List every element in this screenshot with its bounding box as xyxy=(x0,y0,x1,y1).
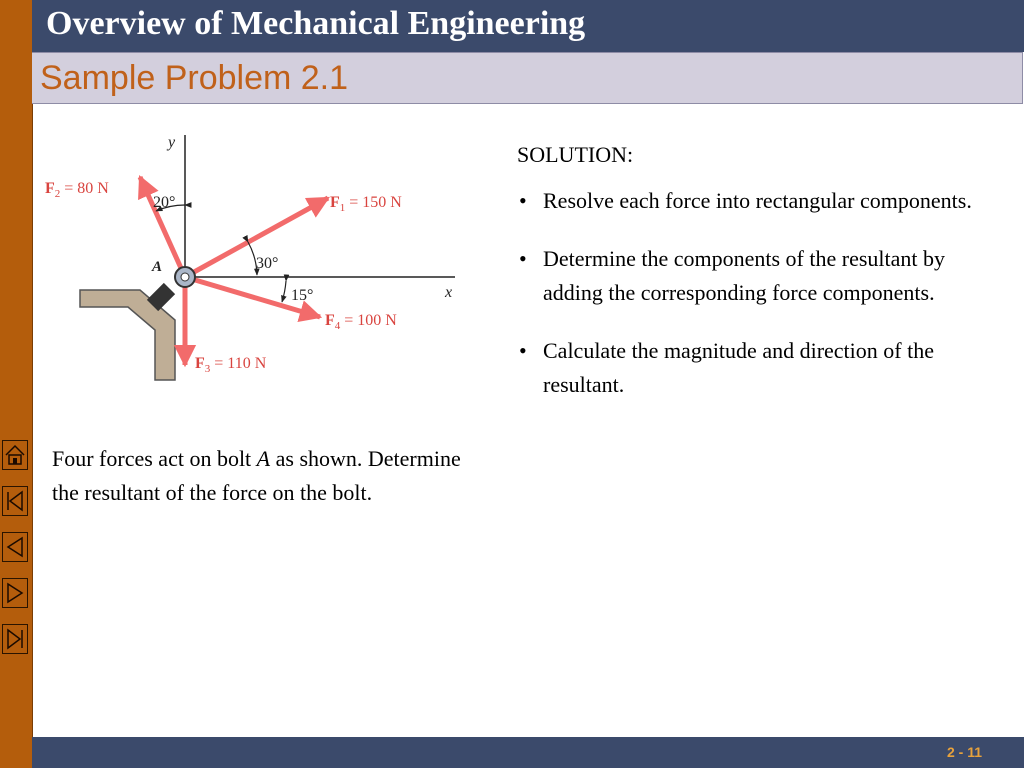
angle-label-f2: 20° xyxy=(153,194,176,211)
home-icon xyxy=(3,441,27,469)
solution-step-3: • Calculate the magnitude and direction of the resultant. xyxy=(517,334,997,402)
previous-slide-button[interactable] xyxy=(2,532,28,562)
title-bar xyxy=(32,0,1024,52)
last-slide-button[interactable] xyxy=(2,624,28,654)
solution-heading: SOLUTION: xyxy=(517,142,634,167)
force-f3-label: $F_3 = 110$ N xyxy=(195,355,267,375)
subtitle-bar xyxy=(32,52,1023,104)
last-slide-icon xyxy=(3,625,27,653)
solution-step-1: • Resolve each force into rectangular components. xyxy=(517,184,997,218)
first-slide-icon xyxy=(3,487,27,515)
next-slide-button[interactable] xyxy=(2,578,28,608)
footer-bar xyxy=(32,737,1024,768)
y-axis-label: y xyxy=(168,134,176,151)
solution-block xyxy=(517,138,997,426)
problem-text-end: as shown. Determine the resultant of the force on the bolt. xyxy=(52,446,461,505)
force-diagram xyxy=(40,125,470,385)
previous-slide-icon xyxy=(3,533,27,561)
slide-subtitle: Sample Problem 2.1 xyxy=(40,59,349,97)
problem-bolt-name: A xyxy=(256,446,271,471)
force-f4-label: $F_4 = 100$ N xyxy=(325,312,397,332)
problem-statement xyxy=(52,442,472,510)
force-f1-label: $F_1 = 150$ N xyxy=(330,194,402,214)
slide-title: Overview of Mechanical Engineering xyxy=(46,5,586,42)
force-f2-arrow xyxy=(140,177,185,277)
first-slide-button[interactable] xyxy=(2,486,28,516)
next-slide-icon xyxy=(3,579,27,607)
angle-label-f1: 30° xyxy=(256,255,279,272)
angle-arc-f4 xyxy=(282,281,286,302)
solution-step-2: • Determine the components of the resultant by adding the corresponding force components. xyxy=(517,242,997,310)
solution-steps xyxy=(517,184,997,402)
home-button[interactable] xyxy=(2,440,28,470)
x-axis-label: x xyxy=(445,284,453,301)
bolt-a-center xyxy=(181,273,189,281)
point-a-label: A xyxy=(152,259,163,275)
force-f2-label: $F_2 = 80$ N xyxy=(45,180,109,200)
problem-text-start: Four forces act on bolt xyxy=(52,446,257,471)
page-number: 2 - 11 xyxy=(946,744,982,760)
angle-label-f4: 15° xyxy=(291,287,314,304)
